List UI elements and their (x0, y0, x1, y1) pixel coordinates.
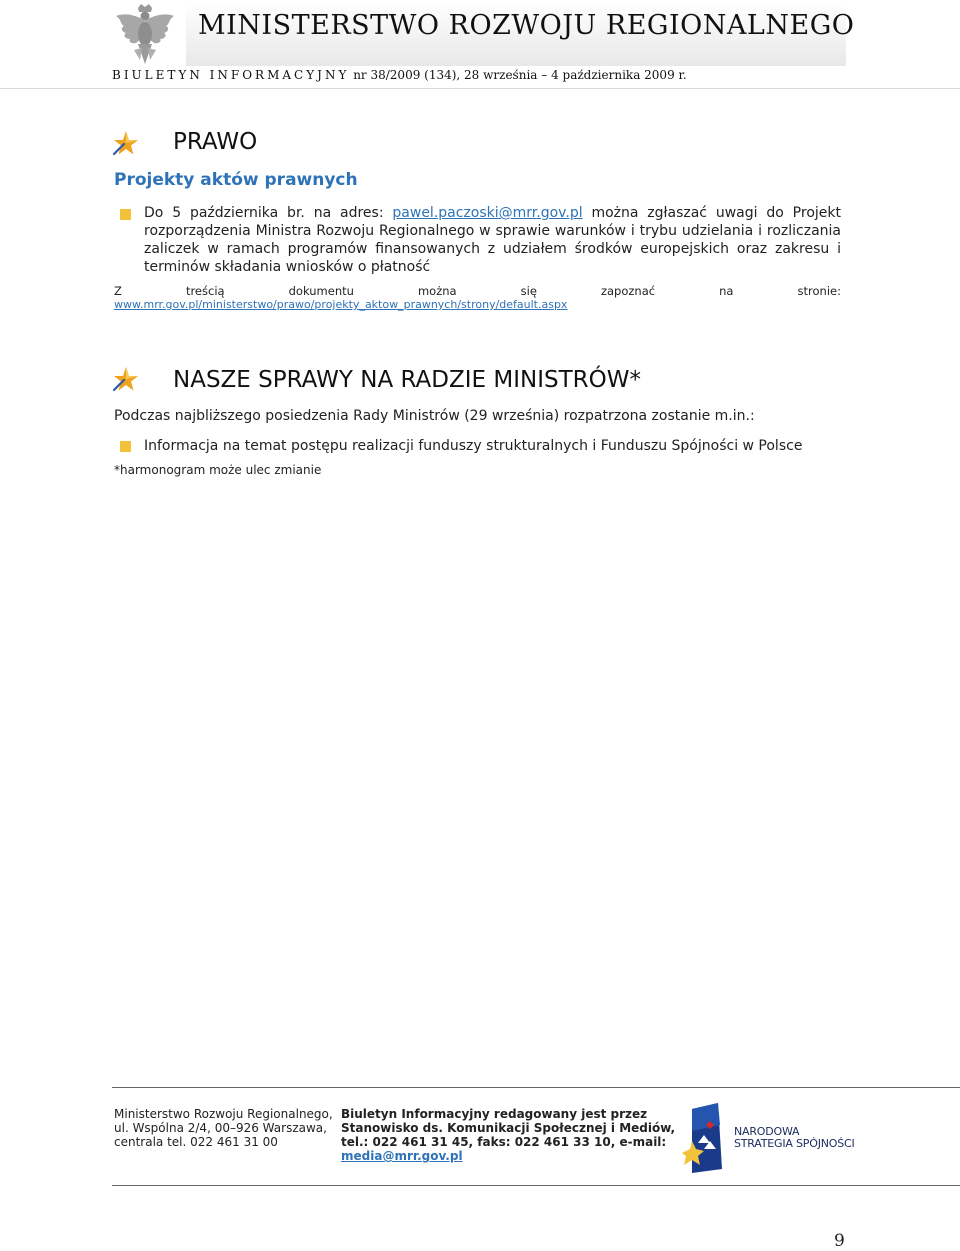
bullet-square-icon (120, 441, 131, 452)
eagle-emblem-icon (112, 2, 178, 68)
section-title-prawo: PRAWO (173, 129, 258, 155)
footer-editorial-line: Biuletyn Informacyjny redagowany jest przez (341, 1107, 648, 1121)
bulletin-line (112, 68, 687, 82)
prawo-text-before: Do 5 października br. na adres: (144, 205, 393, 221)
bulletin-issue: nr 38/2009 (134), 28 września – 4 października 2009 r. (353, 68, 687, 82)
bulletin-label: BIULETYN INFORMACYJNY (112, 68, 350, 82)
page-header (0, 0, 960, 90)
header-divider (0, 88, 960, 89)
footer-editorial (341, 1107, 675, 1163)
nss-logo-line2: STRATEGIA SPÓJNOŚCI (734, 1137, 855, 1150)
footer-media-email-link[interactable]: media@mrr.gov.pl (341, 1149, 463, 1163)
page-number: 9 (834, 1231, 845, 1251)
footer-address-line: Ministerstwo Rozwoju Regionalnego, (114, 1107, 333, 1121)
footer-divider-bottom (112, 1185, 960, 1186)
nss-star-logo-icon (680, 1103, 726, 1173)
footer-address-line: centrala tel. 022 461 31 00 (114, 1135, 278, 1149)
footer-editorial-line: tel.: 022 461 31 45, faks: 022 461 33 10, e-mail: (341, 1135, 667, 1149)
ministry-title: MINISTERSTWO ROZWOJU REGIONALNEGO (198, 10, 855, 41)
reference-link[interactable]: www.mrr.gov.pl/ministerstwo/prawo/projekty_aktow_prawnych/strony/default.aspx (114, 298, 568, 311)
bullet-square-icon (120, 209, 131, 220)
section-star-icon (113, 130, 139, 156)
contact-email-link[interactable]: pawel.paczoski@mrr.gov.pl (392, 205, 583, 221)
reference-text: Z treścią dokumentu można się zapoznać na stronie: (114, 284, 841, 298)
rada-intro: Podczas najbliższego posiedzenia Rady Ministrów (29 września) rozpatrzona zostanie m.in.: (114, 408, 755, 424)
subtitle-projekty: Projekty aktów prawnych (114, 170, 358, 190)
section-star-icon (113, 366, 139, 392)
rada-item-text: Informacja na temat postępu realizacji funduszy strukturalnych i Funduszu Spójności w Polsce (144, 438, 803, 454)
footer-editorial-line: Stanowisko ds. Komunikacji Społecznej i Mediów, (341, 1121, 676, 1135)
harmonogram-note: *harmonogram może ulec zmianie (114, 463, 322, 477)
footer-address (114, 1107, 333, 1149)
nss-logo-text (734, 1126, 855, 1150)
section-title-rada: NASZE SPRAWY NA RADZIE MINISTRÓW* (173, 367, 641, 393)
nss-logo-line1: NARODOWA (734, 1125, 800, 1138)
footer-address-line: ul. Wspólna 2/4, 00–926 Warszawa, (114, 1121, 327, 1135)
prawo-item-text (144, 204, 841, 276)
footer-divider-top (112, 1087, 960, 1088)
prawo-text-after: można zgłaszać uwagi do Projekt rozporządzenia Ministra Rozwoju Regionalnego w sprawie warunków i trybu udzielania i rozliczania zaliczek w ramach programów finansowanych z udziałem środków europejskich oraz zakresu i terminów składania wniosków o płatność (144, 205, 841, 275)
